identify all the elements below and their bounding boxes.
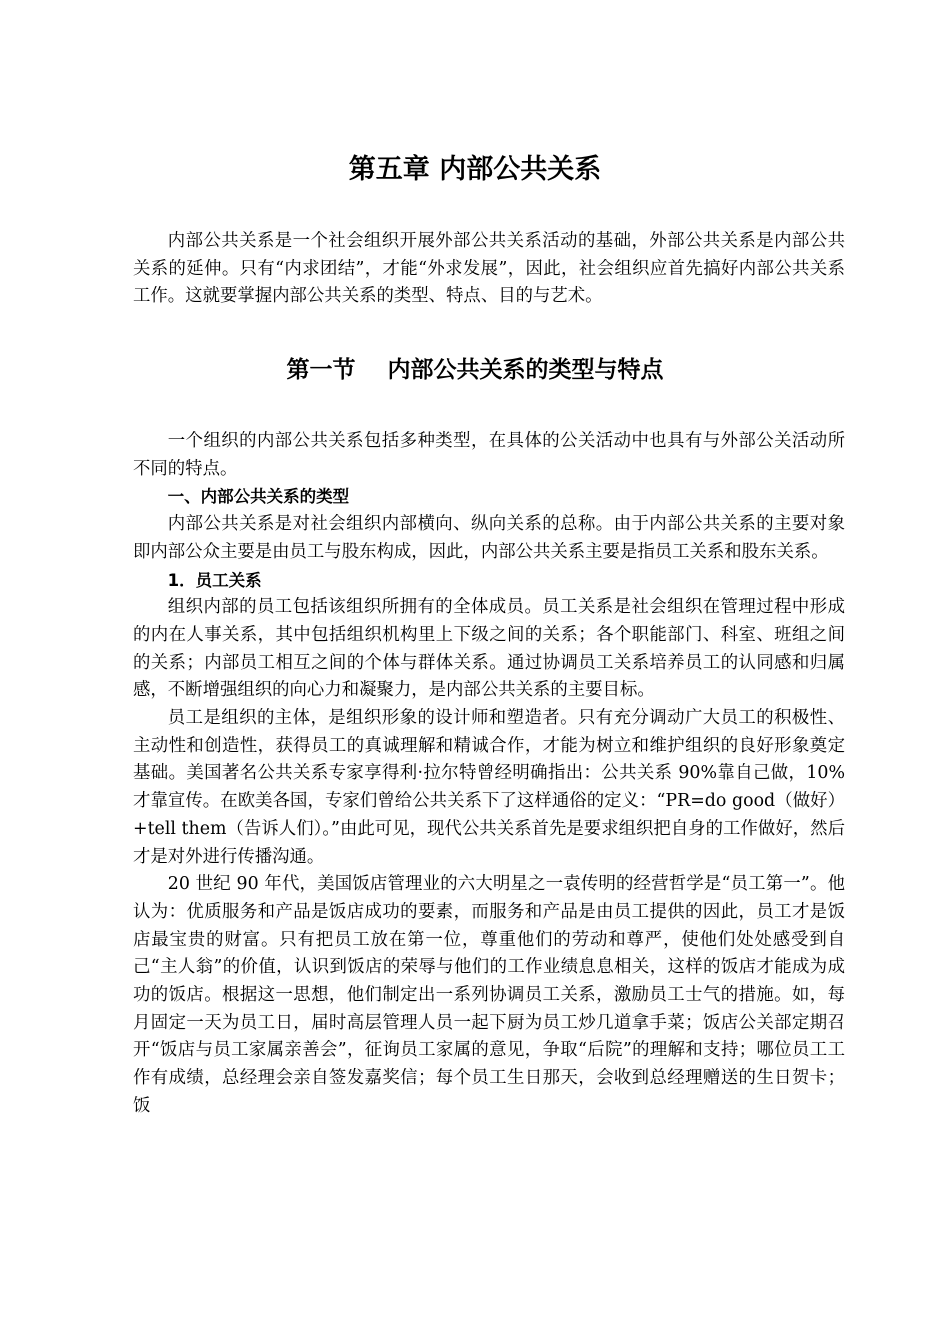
section-title: 第一节 内部公共关系的类型与特点 xyxy=(286,357,664,383)
employee-paragraph-2: 员工是组织的主体，是组织形象的设计师和塑造者。只有充分调动广大员工的积极性、主动性和创造性，获得员工的真诚理解和精诚合作，才能为树立和维护组织的良好形象奠定基础。美国著名公共关系专家享得利·拉尔特曾经明确指出：公共关系 90%靠自己做，10%才靠宣传。在欧美各国，专家们曾给公共关系下了这样通俗的定义：“PR=do good（做好）+tell them（告诉人们）。”由此可见，现代公共关系首先是要求组织把自身的工作做好，然后才是对外进行传播沟通。 xyxy=(133,708,845,867)
section-body xyxy=(133,428,845,1121)
chapter-intro xyxy=(133,228,845,311)
employee-paragraph-1: 组织内部的员工包括该组织所拥有的全体成员。员工关系是社会组织在管理过程中形成的内在人事关系，其中包括组织机构里上下级之间的关系；各个职能部门、科室、班组之间的关系；内部员工相互之间的个体与群体关系。通过协调员工关系培养员工的认同感和归属感，不断增强组织的向心力和凝聚力，是内部公共关系的主要目标。 xyxy=(133,597,845,701)
intro-paragraph: 内部公共关系是一个社会组织开展外部公共关系活动的基础，外部公共关系是内部公共关系的延伸。只有“内求团结”，才能“外求发展”，因此，社会组织应首先搞好内部公共关系工作。这就要掌握内部公共关系的类型、特点、目的与艺术。 xyxy=(133,231,845,307)
chapter-title: 第五章 内部公共关系 xyxy=(348,154,602,185)
types-paragraph: 内部公共关系是对社会组织内部横向、纵向关系的总称。由于内部公共关系的主要对象即内部公众主要是由员工与股东构成，因此，内部公共关系主要是指员工关系和股东关系。 xyxy=(133,514,845,562)
subheading-types: 一、内部公共关系的类型 xyxy=(167,487,350,507)
subheading-employee-relations: 1．员工关系 xyxy=(167,570,262,590)
section-intro-paragraph: 一个组织的内部公共关系包括多种类型，在具体的公关活动中也具有与外部公关活动所不同的特点。 xyxy=(133,431,845,479)
employee-paragraph-3: 20 世纪 90 年代，美国饭店管理业的六大明星之一袁传明的经营哲学是“员工第一”。他认为：优质服务和产品是饭店成功的要素，而服务和产品是由员工提供的因此，员工才是饭店最宝贵的财富。只有把员工放在第一位，尊重他们的劳动和尊严，使他们处处感受到自己“主人翁”的价值，认识到饭店的荣辱与他们的工作业绩息息相关，这样的饭店才能成为成功的饭店。根据这一思想，他们制定出一系列协调员工关系，激励员工士气的措施。如，每月固定一天为员工日，届时高层管理人员一起下厨为员工炒几道拿手菜；饭店公关部定期召开“饭店与员工家属亲善会”，征询员工家属的意见，争取“后院”的理解和支持；哪位员工工作有成绩，总经理会亲自签发嘉奖信；每个员工生日那天，会收到总经理赠送的生日贺卡；饭 xyxy=(133,874,845,1116)
